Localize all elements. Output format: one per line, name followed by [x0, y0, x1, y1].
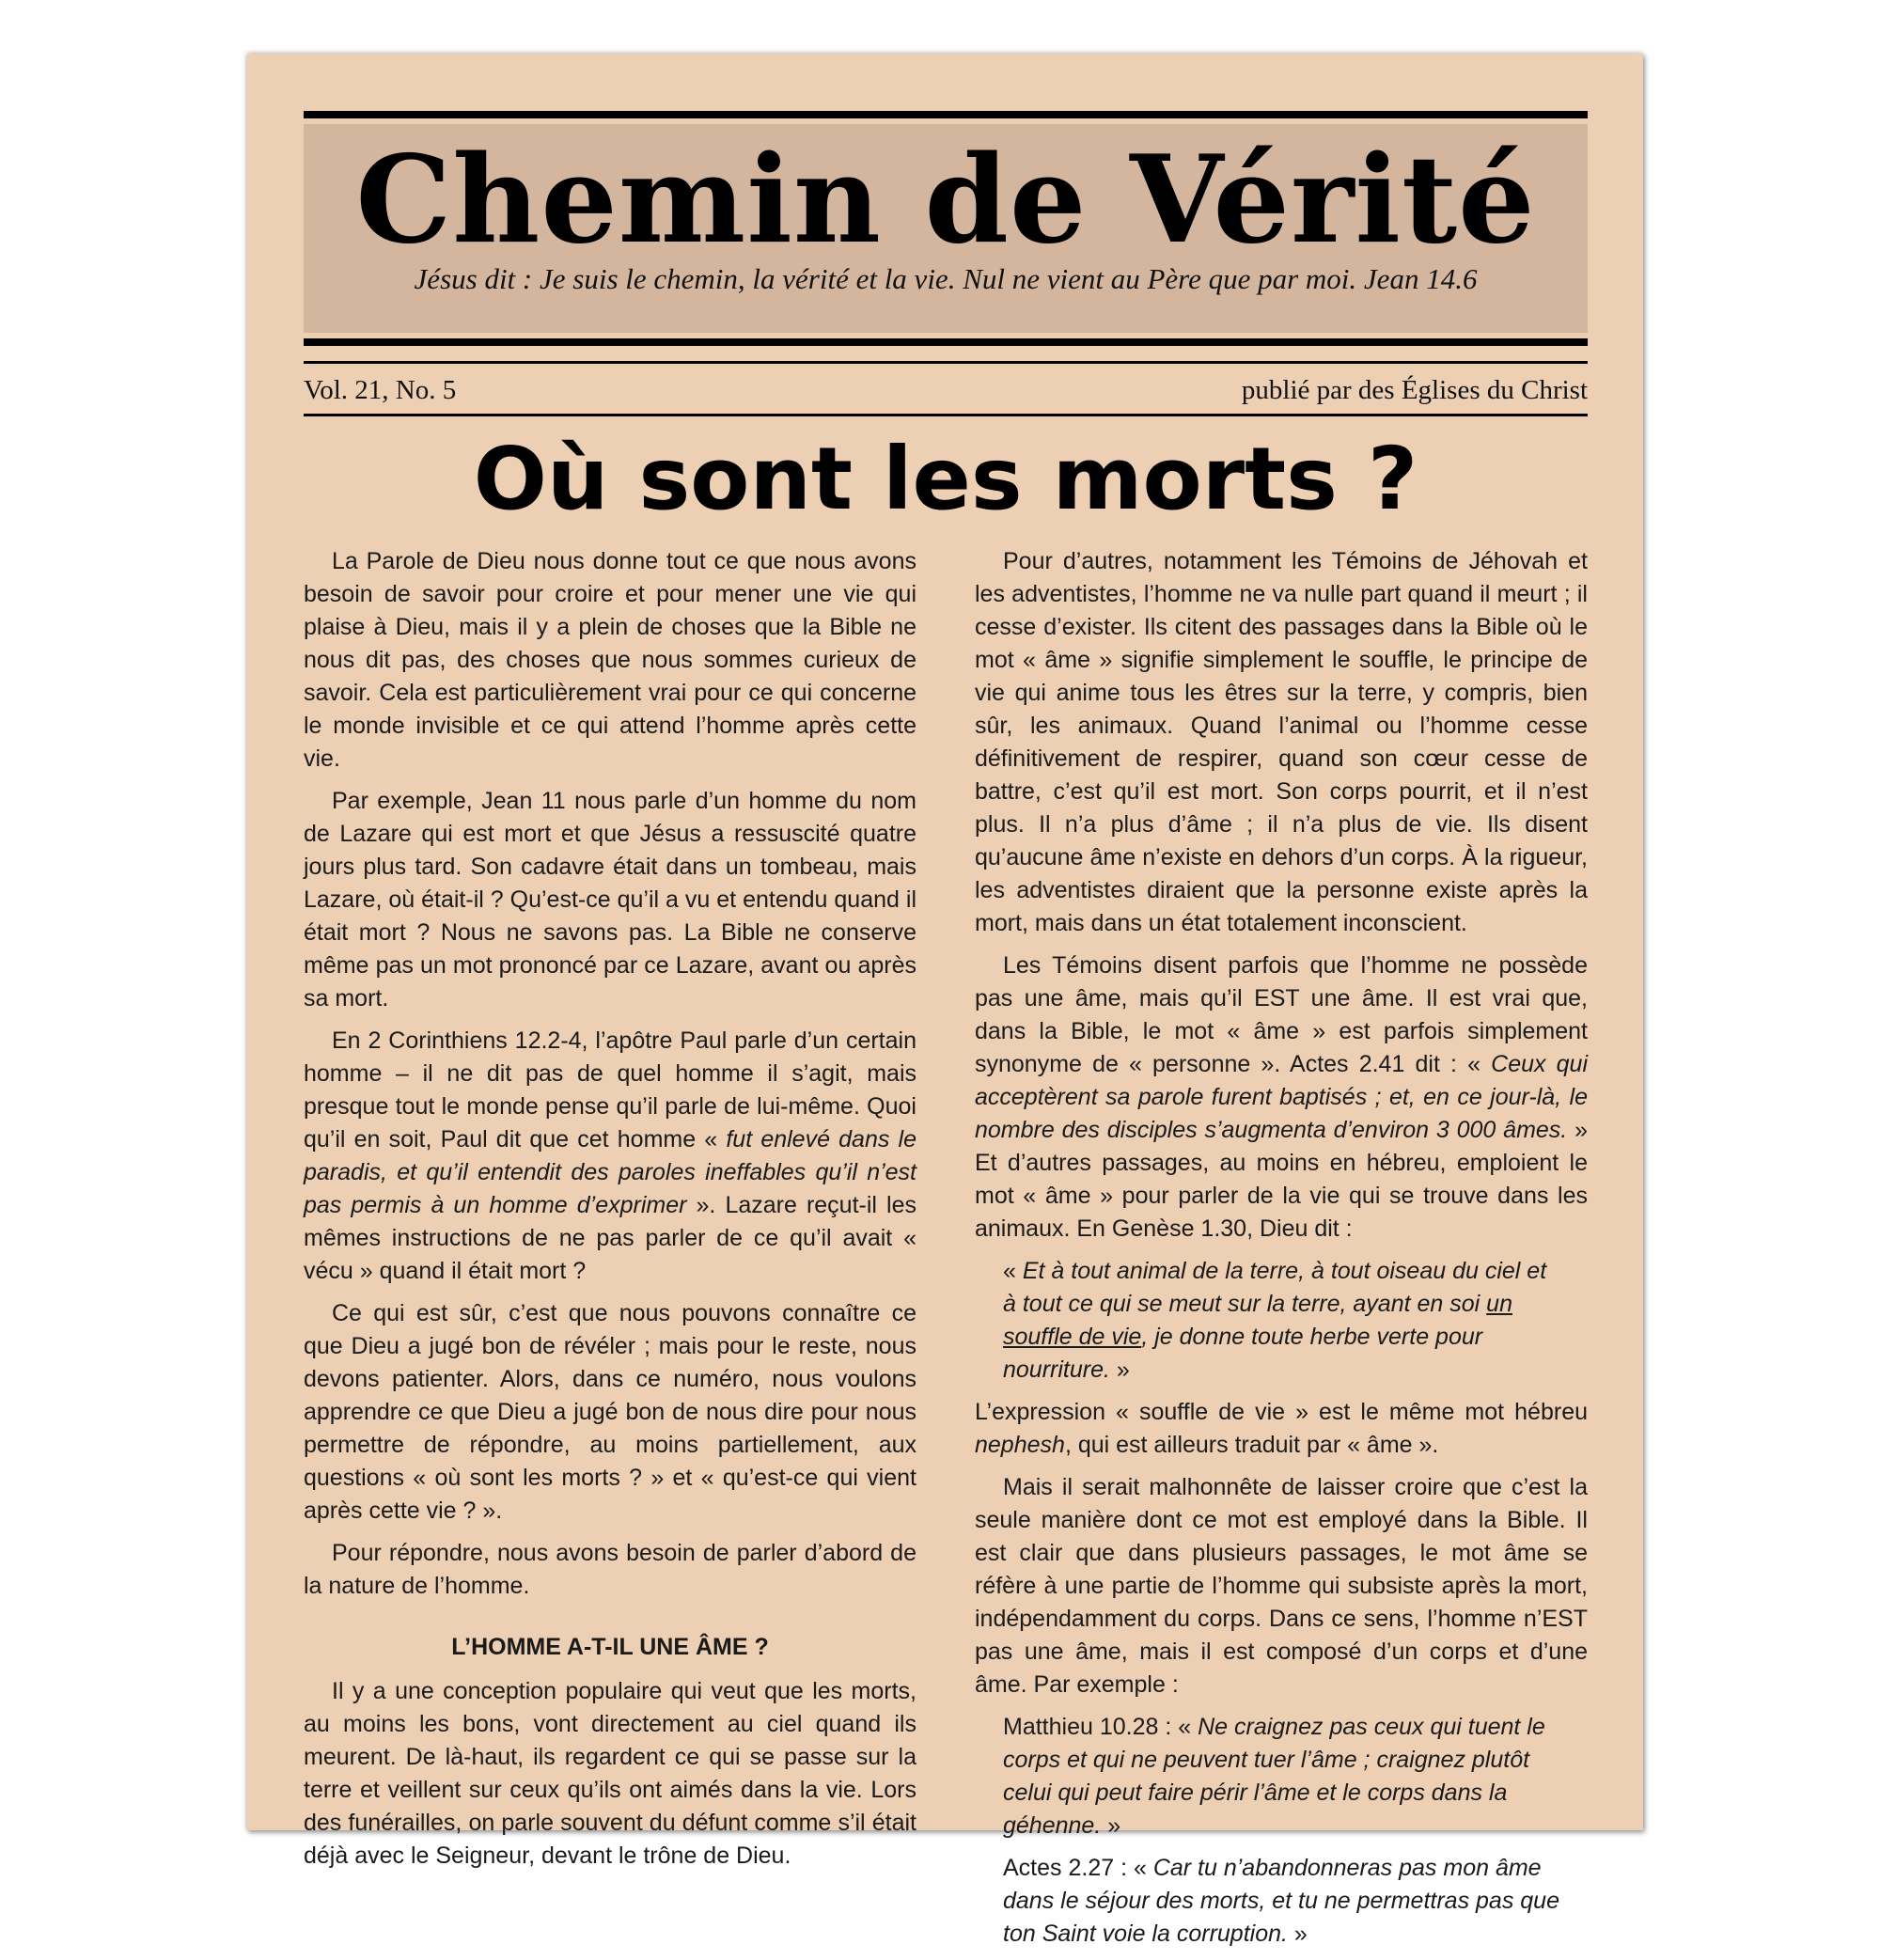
underlined-phrase: un souffle de vie	[1003, 1291, 1512, 1350]
paragraph	[304, 1025, 916, 1288]
paragraph: Ce qui est sûr, c’est que nous pouvons connaître ce que Dieu a jugé bon de révéler ; mais pour le reste, nous devons patienter. Alors, dans ce numéro, nous voulons apprendre ce que Dieu a jugé bon de nous dire pour nous permettre de répondre, au moins partiellement, aux questions « où sont les morts ? » et « qu’est-ce qui vient après cette vie ? ».	[304, 1300, 916, 1524]
text-run: , qui est ailleurs traduit par « âme ».	[1064, 1432, 1439, 1458]
scripture-quote: fut enlevé dans le paradis, et qu’il entendit des paroles ineffables qu’il n’est pas permis à un homme d’exprimer	[304, 1126, 916, 1218]
article-headline: Où sont les morts ?	[473, 429, 1418, 529]
meta-top-rule	[304, 361, 1588, 364]
masthead-tagline: Jésus dit : Je suis le chemin, la vérité et la vie. Nul ne vient au Père que par moi. Jean 14.6	[414, 262, 1478, 295]
text-run: »	[1109, 1356, 1130, 1383]
paragraph	[975, 949, 1588, 1246]
text-run: Les Témoins disent parfois que l’homme ne possède pas une âme, mais qu’il EST une âme. Il est vrai que, dans la Bible, le mot « âme » est parfois simplement synonyme de « personne ». Actes 2.41 dit : «	[975, 952, 1588, 1077]
newsletter-title: Chemin de Vérité	[355, 130, 1536, 271]
paragraph: La Parole de Dieu nous donne tout ce que nous avons besoin de savoir pour croire et pour mener une vie qui plaise à Dieu, mais il y a plein de choses que la Bible ne nous dit pas, des choses que nous sommes curieux de savoir. Cela est particulièrement vrai pour ce qui concerne le monde invisible et ce qui attend l’homme après cette vie.	[304, 548, 916, 772]
text-run: Actes 2.27 : «	[1003, 1855, 1153, 1881]
text-run: »	[1287, 1921, 1308, 1947]
paragraph: Mais il serait malhonnête de laisser croire que c’est la seule manière dont ce mot est employé dans la Bible. Il est clair que dans plusieurs passages, le mot âme se réfère à une partie de l’homme qui subsiste après la mort, indépendamment du corps. Dans ce sens, l’homme n’EST pas une âme, mais il est composé d’un corps et d’une âme. Par exemple :	[975, 1474, 1588, 1698]
paragraph: Pour d’autres, notamment les Témoins de Jéhovah et les adventistes, l’homme ne va nulle part quand il meurt ; il cesse d’exister. Ils citent des passages dans la Bible où le mot « âme » signifie simplement le souffle, le principe de vie qui anime tous les êtres sur la terre, y compris, bien sûr, les animaux. Quand l’animal ou l’homme cesse définitivement de respirer, quand son cœur cesse de battre, c’est qu’il est mort. Son corps pourrit, et il n’est plus. Il n’a plus d’âme ; il n’a plus de vie. Ils disent qu’aucune âme n’existe en dehors d’un corps. À la rigueur, les adventistes diraient que la personne existe après la mort, mais dans un état totalement inconscient.	[975, 548, 1588, 936]
section-heading: L’HOMME A-T-IL UNE ÂME ?	[451, 1634, 769, 1660]
text-run: Matthieu 10.28 : «	[1003, 1714, 1198, 1740]
publisher-line: publié par des Églises du Christ	[1241, 375, 1588, 405]
text-run: » Et d’autres passages, au moins en hébreu, emploient le mot « âme » pour parler de la vie qui se trouve dans les animaux. En Genèse 1.30, Dieu dit :	[975, 1117, 1588, 1242]
volume-number: Vol. 21, No. 5	[304, 375, 457, 405]
masthead-rule-thick	[304, 338, 1588, 346]
paragraph	[975, 1396, 1588, 1462]
block-quote-genesis	[1003, 1255, 1559, 1387]
block-quote-matthew	[1003, 1711, 1559, 1842]
right-column	[975, 545, 1588, 1960]
text-run: En 2 Corinthiens 12.2-4, l’apôtre Paul parle d’un certain homme – il ne dit pas de quel homme il s’agit, mais presque tout le monde pense qu’il parle de lui-même. Quoi qu’il en soit, Paul dit que cet homme «	[304, 1027, 916, 1152]
paragraph: Il y a une conception populaire qui veut que les morts, au moins les bons, vont directement au ciel quand ils meurent. De là-haut, ils regardent ce qui se passe sur la terre et veillent sur ceux qu’ils ont aimés dans la vie. Lors des funérailles, on parle souvent du défunt comme s’il était déjà avec le Seigneur, devant le trône de Dieu.	[304, 1678, 916, 1869]
newsletter-page	[247, 54, 1643, 1947]
hebrew-term: nephesh	[975, 1432, 1065, 1458]
top-rule-thick	[304, 111, 1588, 118]
left-column	[304, 545, 916, 1882]
paragraph: Par exemple, Jean 11 nous parle d’un homme du nom de Lazare qui est mort et que Jésus a ressuscité quatre jours plus tard. Son cadavre était dans un tombeau, mais Lazare, où était-il ? Qu’est-ce qu’il a vu et entendu quand il était mort ? Nous ne savons pas. La Bible ne conserve même pas un mot prononcé par ce Lazare, avant ou après sa mort.	[304, 788, 916, 1011]
text-run: »	[1101, 1812, 1121, 1839]
text-run: «	[1003, 1258, 1023, 1284]
text-run: ». Lazare reçut-il les mêmes instructions de ne pas parler de ce qu’il avait « vécu » quand il était mort ?	[304, 1192, 916, 1284]
scripture-quote: Ne craignez pas ceux qui tuent le corps et qui ne peuvent tuer l’âme ; craignez plutôt celui qui peut faire périr l’âme et le corps dans la géhenne.	[1003, 1714, 1545, 1839]
block-quote-acts	[1003, 1852, 1559, 1951]
scripture-quote: Et à tout animal de la terre, à tout oiseau du ciel et à tout ce qui se meut sur la terre, ayant en soi	[1003, 1258, 1547, 1317]
paragraph: Pour répondre, nous avons besoin de parler d’abord de la nature de l’homme.	[304, 1540, 916, 1599]
scripture-quote: Car tu n’abandonneras pas mon âme dans le séjour des morts, et tu ne permettras pas que ton Saint voie la corruption.	[1003, 1855, 1559, 1947]
scripture-quote: , je donne toute herbe verte pour nourriture.	[1003, 1324, 1483, 1383]
text-run: L’expression « souffle de vie » est le même mot hébreu	[975, 1399, 1588, 1425]
meta-bottom-rule	[304, 414, 1588, 416]
scripture-quote: Ceux qui acceptèrent sa parole furent baptisés ; et, en ce jour-là, le nombre des disciples s’augmenta d’environ 3 000 âmes.	[975, 1051, 1588, 1143]
